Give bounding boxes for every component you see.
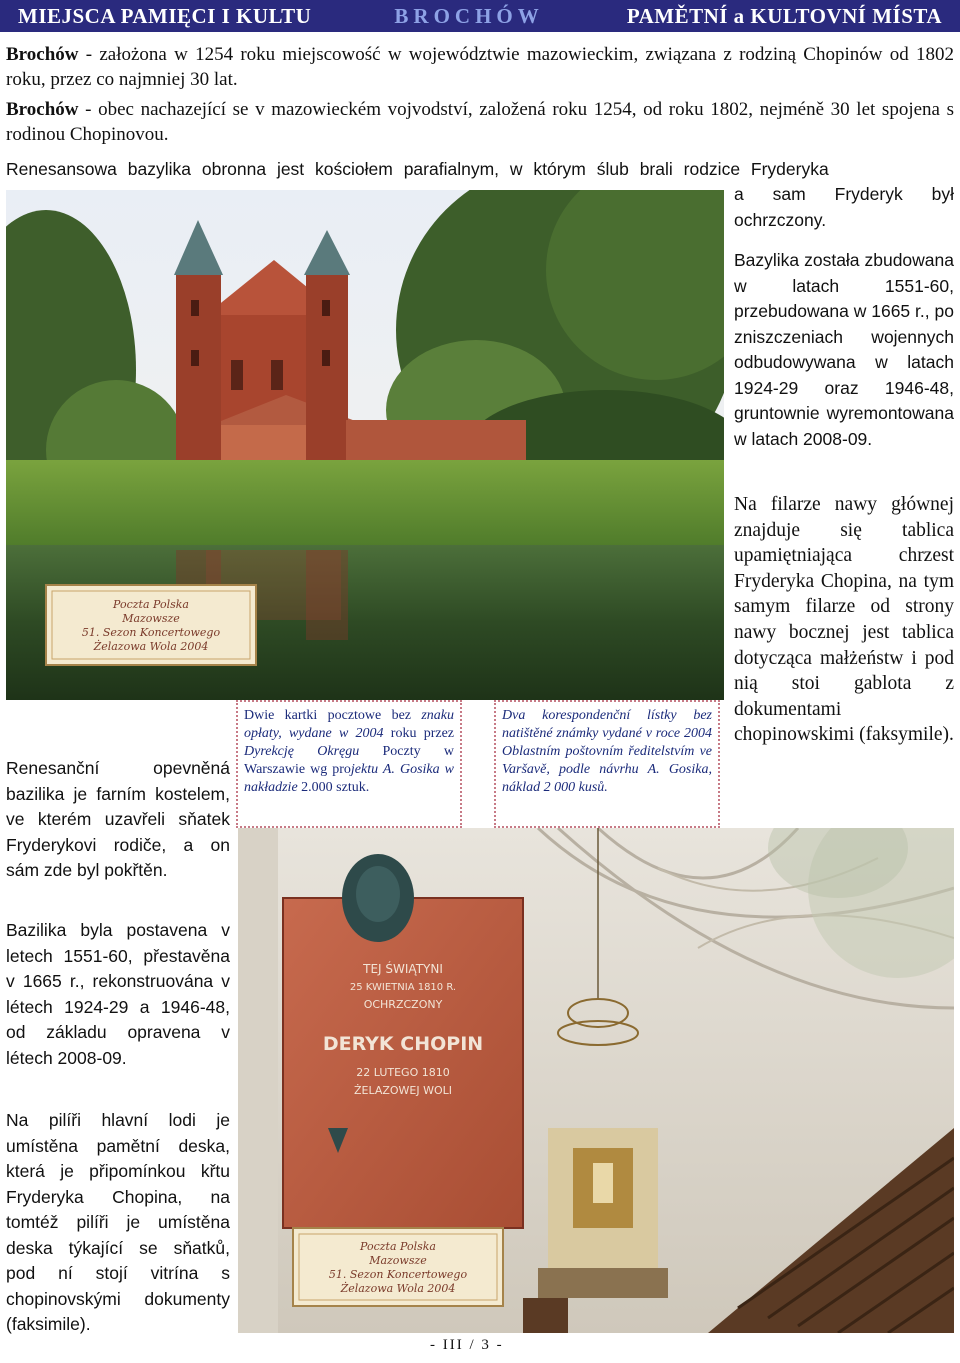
intro-polish-bold: Brochów: [6, 44, 79, 65]
left-col-plaque-cz: Na pilíři hlavní lodi je umístěna pamětní deska, která je připomínkou křtu Fryderyka Chopina, na tomtéž pilíři je umístěna deska týkající se sňatků, pod ní stojí vitrína s chopinovskými dokumenty (faksimile).: [6, 1110, 230, 1334]
left-col-church-cz: Renesanční opevněná bazilika je farním kostelem, ve kterém uzavřeli sňatek Fryderykovi rodiče, a on sám zde byl pokřtěn.: [6, 758, 230, 880]
caption-pl-part3: roku przez: [383, 726, 454, 741]
caption-pl-part4: Dyrekcję Okręgu: [244, 744, 360, 759]
intro-czech-text: - obec nachazející se v mazowieckém vojvodství, založená roku 1254, od roku 1802, nejméně 30 let spojena s rodinou Chopinovou.: [6, 99, 954, 145]
caption-pl-part2: znaku opłaty, wydane w 2004: [244, 708, 454, 741]
stamp-line-2: Mazowsze: [122, 612, 180, 625]
plaque-line-4: DERYK CHOPIN: [322, 1033, 484, 1055]
header-right-title: PAMĚTNÍ a KULTOVNÍ MÍSTA: [626, 3, 942, 28]
page-number: - III / 3 -: [430, 1337, 504, 1353]
plaque-line-3: OCHRZCZONY: [363, 998, 443, 1011]
page-header: [0, 0, 960, 32]
left-col-history-cz: Bazilika byla postavena v letech 1551-60, přestavěna v 1665 r., rekonstruována v létech 1924-29 a 1946-48, od základu opravena v létech 2008-09.: [6, 920, 230, 1068]
intro-czech: [6, 97, 954, 147]
caption-pl-part6: jektu A. Gosika w nakładzie: [244, 762, 454, 795]
church-interior-photo: [238, 828, 954, 1333]
right-col-plaque-pl: Na filarze nawy głównej znajduje się tablica upamiętniająca chrzest Fryderyka Chopina, na tym samym filarze od strony nawy bocznej jest tablica dotycząca małżeństw i pod nią stoi gablota z dokumentami chopinowskimi (faksymile).: [734, 494, 954, 746]
interior-photo-graphic: [238, 828, 954, 1333]
stamp-line-1: Poczta Polska: [113, 598, 189, 611]
caption-pl-part5: Poczty w Warszawie wg pro: [244, 744, 454, 777]
church-intro-polish-cont: a sam Fryderyk był ochrzczony.: [734, 184, 954, 230]
caption-pl-part7: 2.000 sztuk.: [297, 780, 370, 795]
stamp2-line-4: Żelazowa Wola 2004: [340, 1282, 456, 1295]
intro-czech-bold: Brochów: [6, 99, 79, 120]
stamp-line-4: Żelazowa Wola 2004: [93, 640, 209, 653]
church-photo-graphic: [6, 190, 724, 700]
right-col-history-pl: Bazylika została zbudowana w latach 1551-60, przebudowana w 1665 r., po zniszczeniach wojennych odbudowywana w latach 1924-29 oraz 1946-48, gruntownie wyremontowana w latach 2008-09.: [734, 250, 954, 449]
caption-czech: Dva korespondenční lístky bez natištěné známky vydané v roce 2004 Oblastním poštovním ředitelstvím ve Varšavě, podle návrhu A. Gosika, náklad 2 000 kusů.: [494, 700, 720, 828]
stamp2-line-1: Poczta Polska: [360, 1240, 436, 1253]
stamp-line-3: 51. Sezon Koncertowego: [81, 626, 221, 639]
plaque-line-5: 22 LUTEGO 1810: [356, 1066, 450, 1079]
caption-polish: [236, 700, 462, 828]
intro-polish-text: - założona w 1254 roku miejscowość w województwie mazowieckim, związana z rodziną Chopinów od 1802 roku, przez co najmniej 30 lat.: [6, 44, 954, 90]
plaque-line-2: 25 KWIETNIA 1810 R.: [349, 982, 457, 993]
intro-polish: [6, 42, 954, 92]
stamp2-line-3: 51. Sezon Koncertowego: [328, 1268, 468, 1281]
church-exterior-photo: [6, 190, 724, 700]
stamp2-line-2: Mazowsze: [369, 1254, 427, 1267]
header-left-title: MIEJSCA PAMIĘCI I KULTU: [18, 3, 312, 28]
plaque-line-1: TEJ ŚWIĄTYNI: [363, 962, 443, 976]
church-intro-polish: Renesansowa bazylika obronna jest kościołem parafialnym, w którym ślub brali rodzice Fryderyka: [6, 159, 829, 179]
header-center-title: BROCHÓW: [394, 3, 544, 28]
plaque-line-6: ŻELAZOWEJ WOLI: [353, 1084, 453, 1097]
caption-pl-part1: Dwie kartki pocztowe bez: [244, 708, 422, 723]
